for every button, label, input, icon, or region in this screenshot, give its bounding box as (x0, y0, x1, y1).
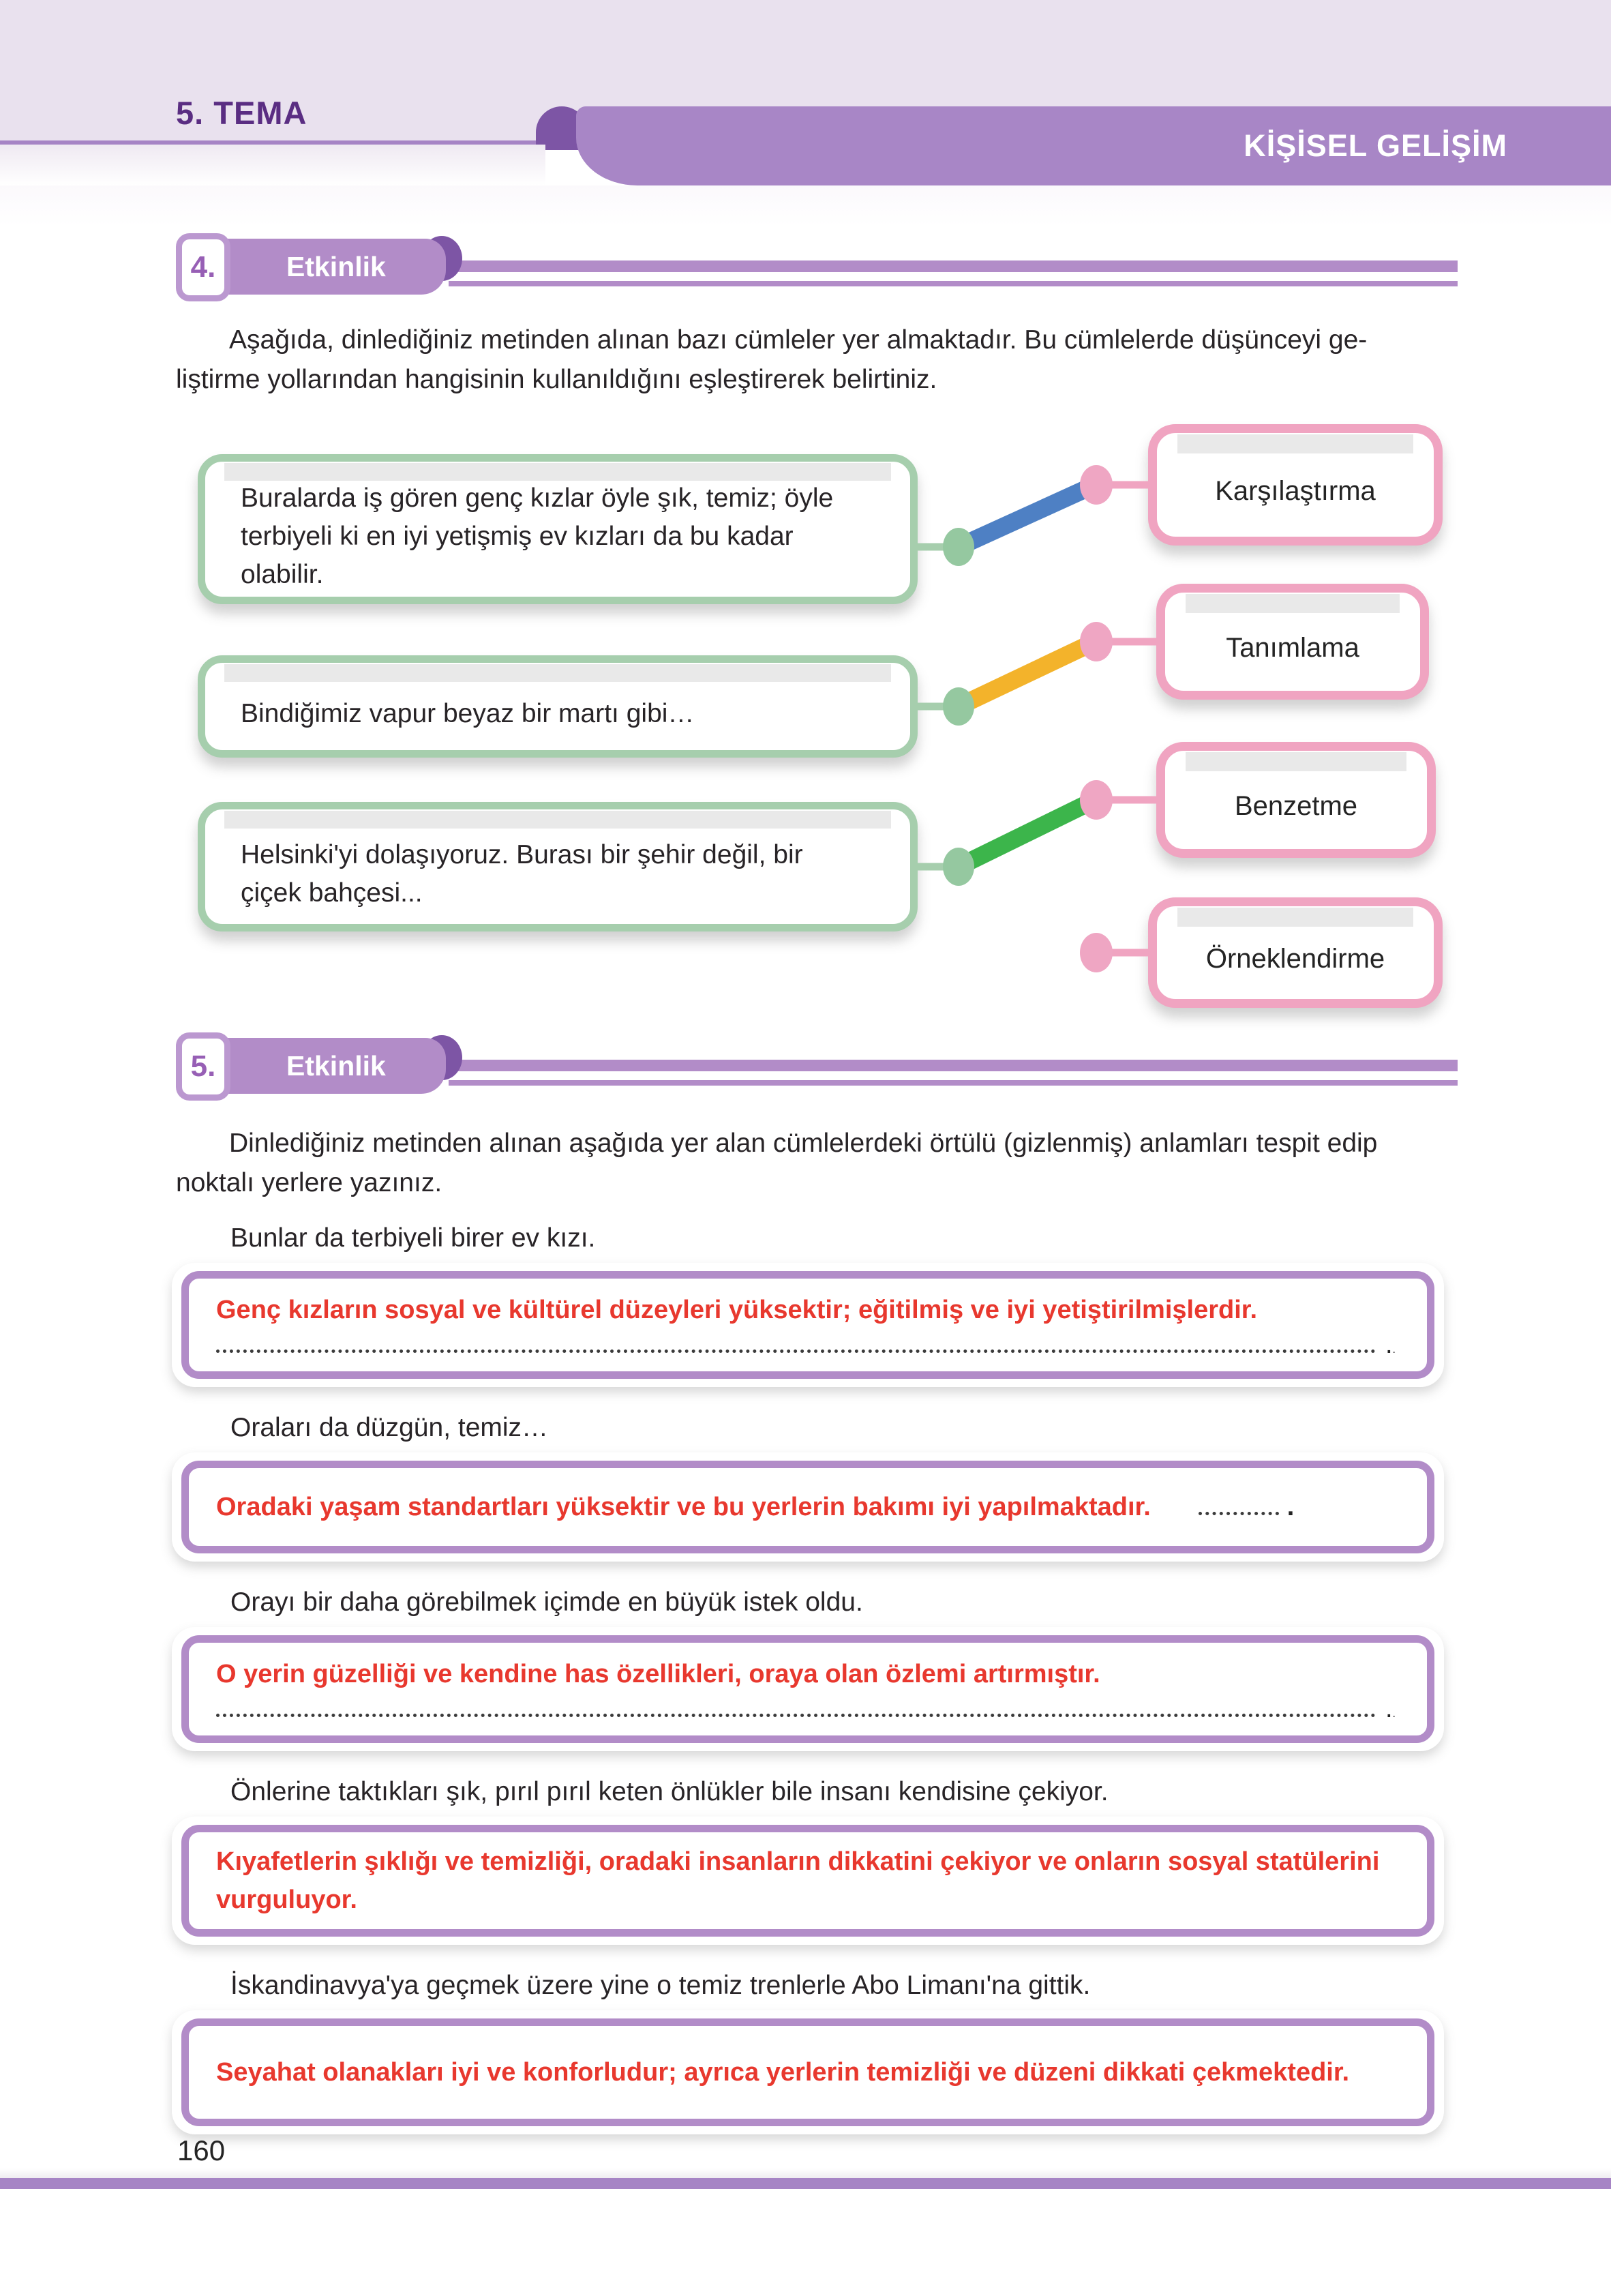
sentence-1-dot (943, 528, 974, 566)
match-line-3-benzetme (959, 800, 1095, 867)
method-box-karsilastirma (1148, 424, 1443, 546)
dotted-rule (216, 1347, 1376, 1353)
prompt-sentence-5: İskandinavya'ya geçmek üzere yine o temiz trenlerle Abo Limanı'na gittik. (230, 1971, 1091, 2000)
answer-period: . (1385, 1330, 1393, 1359)
theme-title: KİŞİSEL GELİŞİM (1244, 128, 1507, 163)
answer-write-area-1[interactable] (181, 1271, 1434, 1379)
answer-write-area-3[interactable] (181, 1635, 1434, 1743)
dotted-rule (216, 1712, 1376, 1717)
answer-write-area-4[interactable] (181, 1825, 1434, 1937)
activity-4-header (176, 232, 1458, 304)
answer-3-text: O yerin güzelliği ve kendine has özellikleri, oraya olan özlemi artırmıştır. (216, 1659, 1100, 1688)
dotted-line (216, 1330, 1396, 1360)
activity-5-rule-thick (449, 1060, 1458, 1071)
method-label: Tanımlama (1226, 632, 1359, 663)
activity-5-ribbon (214, 1038, 446, 1094)
activity-4-ribbon (214, 239, 446, 295)
activity-5-header (176, 1031, 1458, 1103)
match-line-2-tanimlama (959, 642, 1095, 706)
sentence-box-3 (198, 802, 918, 931)
answer-period: . (1385, 1694, 1393, 1723)
activity-5-rule-thin (449, 1080, 1458, 1086)
method-box-tanimlama (1156, 584, 1429, 700)
method-box-benzetme (1156, 742, 1436, 858)
method-label: Karşılaştırma (1215, 475, 1376, 506)
answer-write-area-5[interactable] (181, 2018, 1434, 2126)
theme-title-ribbon (576, 106, 1611, 185)
answer-box-3 (172, 1627, 1444, 1751)
page-number: 160 (177, 2134, 226, 2166)
answer-box-2 (172, 1452, 1444, 1562)
dotted-rule (1199, 1510, 1279, 1515)
prompt-sentence-2: Oraları da düzgün, temiz… (230, 1413, 549, 1442)
answer-box-1 (172, 1263, 1444, 1387)
footer-shade (0, 2168, 1611, 2178)
sentence-box-1 (198, 454, 918, 604)
sentence-3-text: Helsinki'yi dolaşıyoruz. Burası bir şehir değil, bir çiçek bahçesi... (241, 840, 803, 908)
answer-line (216, 1488, 1396, 1526)
activity-5-number: 5. (190, 1049, 216, 1083)
header-fade-2 (0, 185, 1611, 226)
activity-4-instruction (176, 320, 1458, 400)
answer-box-5 (172, 2010, 1444, 2134)
prompt-sentence-1: Bunlar da terbiyeli birer ev kızı. (230, 1223, 596, 1253)
method-label: Örneklendirme (1205, 943, 1385, 974)
instruction-line: liştirme yollarından hangisinin kullanıldığını eşleştirerek belirtiniz. (176, 365, 937, 394)
footer-bar (0, 2178, 1611, 2189)
sentence-2-dot (943, 687, 974, 726)
method-1-dot (1080, 465, 1113, 505)
answer-box-4 (172, 1817, 1444, 1945)
activity-5-number-badge (176, 1032, 230, 1101)
activity-4-label: Etkinlik (286, 250, 386, 282)
answer-4-text: Kıyafetlerin şıklığı ve temizliği, oradaki insanların dikkatini çekiyor ve onların sosyal statülerini vurguluyor. (216, 1847, 1380, 1914)
instruction-line: Dinlediğiniz metinden alınan aşağıda yer alan cümlelerdeki örtülü (gizlenmiş) anlamları tespit edip (229, 1129, 1378, 1158)
instruction-line: Aşağıda, dinlediğiniz metinden alınan bazı cümleler yer almaktadır. Bu cümlelerde düşünceyi ge- (229, 325, 1368, 355)
method-2-dot (1080, 622, 1113, 661)
prompt-sentence-3: Orayı bir daha görebilmek içimde en büyük istek oldu. (230, 1587, 863, 1617)
activity-5-label: Etkinlik (286, 1049, 386, 1082)
theme-header (0, 0, 1611, 185)
dotted-line (216, 1695, 1396, 1724)
activity-4-number-badge (176, 233, 230, 301)
answer-5-text: Seyahat olanakları iyi ve konforludur; ayrıca yerlerin temizliği ve düzeni dikkati çekmektedir. (216, 2058, 1350, 2087)
activity-4-rule-thick (449, 260, 1458, 272)
activity-5-instruction (176, 1124, 1458, 1203)
match-line-1-karsilastirma (959, 485, 1095, 547)
method-4-dot (1080, 933, 1113, 972)
answer-period: . (1286, 1493, 1295, 1521)
sentence-3-dot (943, 848, 974, 886)
method-3-dot (1080, 780, 1113, 820)
activity-4-number: 4. (190, 250, 216, 284)
method-box-orneklendirme (1148, 897, 1443, 1008)
sentence-1-text: Buralarda iş gören genç kızlar öyle şık, temiz; öyle terbiyeli ki en iyi yetişmiş ev kızları da bu kadar olabilir. (241, 483, 834, 589)
header-fade (0, 145, 545, 185)
activity-4-rule-thin (449, 281, 1458, 286)
prompt-sentence-4: Önlerine taktıkları şık, pırıl pırıl keten önlükler bile insanı kendisine çekiyor. (230, 1777, 1109, 1806)
answer-1-text: Genç kızların sosyal ve kültürel düzeyleri yüksektir; eğitilmiş ve iyi yetiştirilmişlerdir. (216, 1295, 1258, 1324)
answer-2-text: Oradaki yaşam standartları yüksektir ve bu yerlerin bakımı iyi yapılmaktadır. (216, 1493, 1151, 1521)
method-label: Benzetme (1234, 790, 1358, 821)
sentence-2-text: Bindiğimiz vapur beyaz bir martı gibi… (241, 699, 695, 728)
sentence-box-2 (198, 655, 918, 758)
answer-write-area-2[interactable] (181, 1461, 1434, 1553)
matching-exercise (0, 411, 1611, 1011)
instruction-line: noktalı yerlere yazınız. (176, 1168, 442, 1197)
tema-number-label: 5. TEMA (176, 95, 307, 131)
